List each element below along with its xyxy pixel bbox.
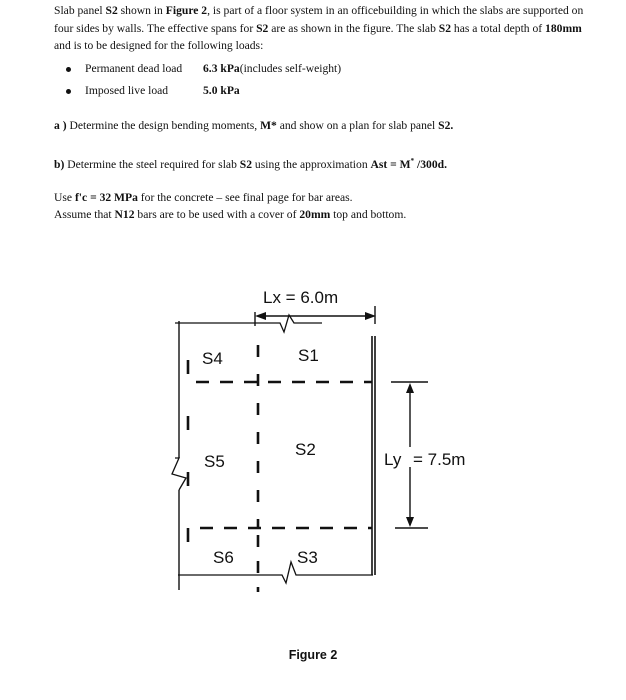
live-load-value: 5.0 kPa: [203, 84, 240, 97]
panel-s3-label: S3: [297, 548, 318, 567]
lx-label: Lx = 6.0m: [263, 288, 339, 307]
panel-s4-label: S4: [202, 349, 223, 368]
ly-value: = 7.5m: [413, 450, 466, 469]
panel-s6-label: S6: [213, 548, 234, 567]
load-item-dead: Permanent dead load 6.3 kPa (includes self-weight): [66, 58, 341, 80]
question-a: a ) Determine the design bending moments, M* and show on a plan for slab panel S2.: [54, 119, 454, 132]
figure-ref: Figure 2: [165, 4, 208, 17]
ly-label: Ly: [384, 450, 402, 469]
load-item-live: Imposed live load 5.0 kPa: [66, 80, 341, 102]
panel-s2-ref: S2: [105, 4, 118, 17]
figure-caption: Figure 2: [288, 648, 338, 662]
left-break-symbol: [172, 458, 186, 490]
steel-formula: Ast = M* /300d.: [370, 157, 447, 171]
total-depth: 180mm: [545, 21, 582, 35]
top-break-line: [175, 315, 322, 332]
concrete-note: Use f'c = 32 MPa for the concrete – see final page for bar areas.: [54, 191, 353, 204]
panel-s1-label: S1: [298, 346, 319, 365]
question-b: b) Determine the steel required for slab S2 using the approximation Ast = M* /300d.: [54, 157, 447, 171]
panel-s5-label: S5: [204, 452, 225, 471]
cover-value: 20mm: [299, 208, 331, 221]
bottom-break-line: [178, 562, 373, 583]
bar-note: Assume that N12 bars are to be used with a cover of 20mm top and bottom.: [54, 208, 407, 221]
concrete-strength: f'c = 32 MPa: [74, 191, 138, 204]
bar-size: N12: [114, 208, 135, 221]
dead-load-value: 6.3 kPa: [203, 62, 240, 75]
panel-s2-label: S2: [295, 440, 316, 459]
intro-paragraph: Slab panel S2 shown in Figure 2, is part of a floor system in an officebuilding in which the slabs are supported on four sides by walls. The effective spans for S2 are as shown in the figure. The slab S2 has a total depth of 180mm and is to be designed for the following loads:: [54, 4, 584, 52]
